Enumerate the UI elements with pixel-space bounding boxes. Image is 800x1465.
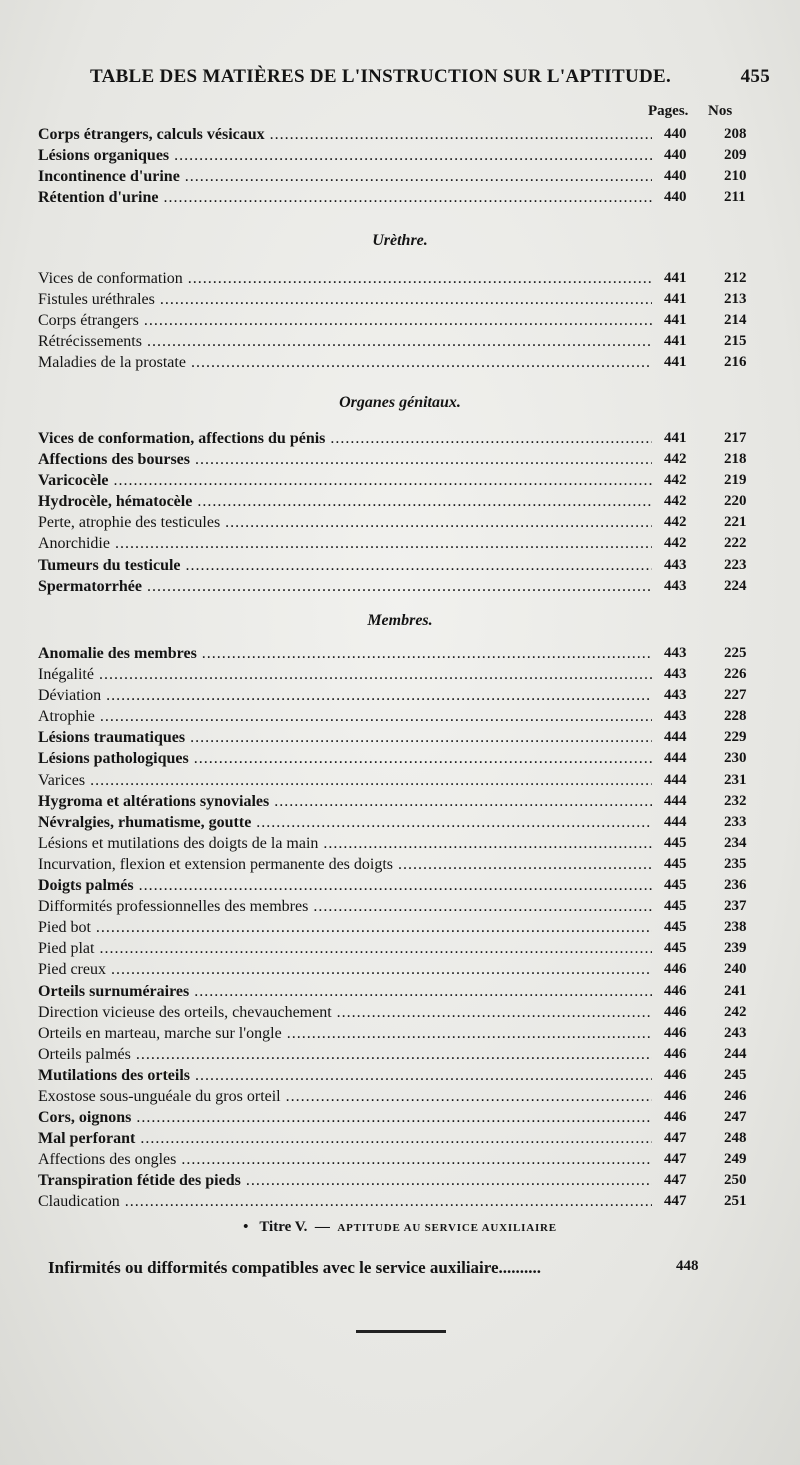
toc-entry-number: 251 — [724, 1193, 747, 1210]
toc-entry — [38, 289, 748, 310]
toc-entry-page: 441 — [664, 354, 687, 371]
toc-entry-label: Exostose sous-unguéale du gros orteil ..... — [38, 1086, 652, 1107]
toc-entry-label: Déviation ..... — [38, 685, 652, 706]
toc-entry-page: 445 — [664, 940, 687, 957]
toc-entry — [38, 1149, 748, 1170]
toc-entry-label: Orteils palmés ..... — [38, 1044, 652, 1065]
toc-entry-label: Pied creux ..... — [38, 959, 652, 980]
toc-entry-number: 220 — [724, 493, 747, 510]
toc-entry-number: 214 — [724, 312, 747, 329]
page-number: 455 — [740, 66, 770, 87]
toc-entry-page: 440 — [664, 168, 687, 185]
toc-entry — [38, 917, 748, 938]
toc-entry — [38, 187, 748, 208]
toc-entry-page: 447 — [664, 1193, 687, 1210]
toc-entry — [38, 1170, 748, 1191]
toc-entry — [38, 1065, 748, 1086]
toc-entry — [38, 685, 748, 706]
toc-entry — [38, 1107, 748, 1128]
toc-entry-label: Lésions organiques ..... — [38, 145, 652, 166]
toc-entry — [38, 1002, 748, 1023]
toc-entry-label: Corps étrangers ..... — [38, 310, 652, 331]
toc-entry — [38, 166, 748, 187]
toc-entry-page: 445 — [664, 898, 687, 915]
toc-entry-page: 443 — [664, 687, 687, 704]
toc-entry-label: Atrophie ..... — [38, 706, 652, 727]
toc-entry — [38, 491, 748, 512]
toc-entry-page: 446 — [664, 1109, 687, 1126]
toc-entry-label: Maladies de la prostate ..... — [38, 352, 652, 373]
toc-entry-number: 245 — [724, 1066, 747, 1083]
toc-entry — [38, 727, 748, 748]
toc-entry — [38, 770, 748, 791]
toc-entry — [38, 875, 748, 896]
toc-entry-page: 447 — [664, 1130, 687, 1147]
toc-entry — [38, 449, 748, 470]
toc-entry-page: 442 — [664, 451, 687, 468]
toc-entry-label: Névralgies, rhumatisme, goutte ..... — [38, 812, 652, 833]
toc-entry-page: 445 — [664, 855, 687, 872]
toc-entry-page: 446 — [664, 1003, 687, 1020]
toc-entry-number: 227 — [724, 687, 747, 704]
section-heading-urethre: Urèthre. — [372, 232, 428, 249]
toc-entry-label: Hygroma et altérations synoviales ..... — [38, 791, 652, 812]
titre-bullet: • — [243, 1219, 249, 1235]
toc-entry — [38, 576, 748, 597]
toc-entry-page: 442 — [664, 472, 687, 489]
toc-entry-label: Perte, atrophie des testicules ..... — [38, 512, 652, 533]
toc-entry-number: 237 — [724, 898, 747, 915]
toc-entry — [38, 145, 748, 166]
toc-entry-label: Anomalie des membres ..... — [38, 643, 652, 664]
toc-entry-page: 441 — [664, 270, 687, 286]
toc-entry-number: 233 — [724, 813, 747, 830]
toc-entry — [38, 555, 748, 576]
toc-entry-number: 209 — [724, 147, 747, 164]
toc-entry-label: Orteils en marteau, marche sur l'ongle ..... — [38, 1023, 652, 1044]
toc-entry-page: 443 — [664, 577, 687, 594]
toc-entry — [38, 533, 748, 554]
toc-entry-page: 445 — [664, 877, 687, 894]
toc-entry-number: 225 — [724, 645, 747, 661]
toc-entry-label: Pied plat ..... — [38, 938, 652, 959]
toc-entry — [38, 896, 748, 917]
toc-entry-label: Cors, oignons ..... — [38, 1107, 652, 1128]
toc-entry-number: 210 — [724, 168, 747, 185]
toc-entry-number: 246 — [724, 1087, 747, 1104]
toc-entry-number: 230 — [724, 750, 747, 767]
toc-entry-label: Rétention d'urine ..... — [38, 187, 652, 208]
toc-entry-label: Lésions et mutilations des doigts de la main ..... — [38, 833, 652, 854]
toc-entry — [38, 854, 748, 875]
numbers-column-heading: Nos — [708, 103, 733, 119]
toc-entry-page: 443 — [664, 708, 687, 725]
toc-entry-label: Claudication ..... — [38, 1191, 652, 1212]
toc-entry-label: Transpiration fétide des pieds ..... — [38, 1170, 652, 1191]
toc-entry-page: 443 — [664, 556, 687, 573]
toc-entry-label: Hydrocèle, hématocèle ..... — [38, 491, 652, 512]
toc-entry — [38, 352, 748, 373]
toc-entry-number: 247 — [724, 1109, 747, 1126]
toc-entry-page: 446 — [664, 1066, 687, 1083]
toc-entry-page: 443 — [664, 645, 687, 661]
toc-entry-label: Incurvation, flexion et extension permanente des doigts ..... — [38, 854, 652, 875]
toc-entry — [38, 268, 748, 289]
toc-entry-page: 442 — [664, 535, 687, 552]
titre-dash: — — [314, 1219, 330, 1235]
toc-entry — [38, 664, 748, 685]
toc-entry-page: 440 — [664, 126, 687, 142]
toc-entry-label: Anorchidie ..... — [38, 533, 652, 554]
running-header — [90, 66, 770, 94]
toc-entry-label: Affections des ongles ..... — [38, 1149, 652, 1170]
titre-label: Titre V. — [259, 1219, 308, 1235]
toc-entry-number: 212 — [724, 270, 747, 286]
toc-entry-number: 215 — [724, 333, 747, 350]
final-entry-page: 448 — [676, 1258, 699, 1274]
toc-entry-page: 441 — [664, 291, 687, 308]
toc-entry-page: 447 — [664, 1151, 687, 1168]
toc-entry — [38, 331, 748, 352]
toc-entry-page: 445 — [664, 919, 687, 936]
toc-entry-label: Lésions traumatiques ..... — [38, 727, 652, 748]
final-entry-label: Infirmités ou difformités compatibles avec le service auxiliaire.......... — [48, 1258, 542, 1277]
toc-entry-page: 443 — [664, 666, 687, 683]
toc-entry-label: Fistules uréthrales ..... — [38, 289, 652, 310]
toc-entry-label: Vices de conformation, affections du pénis ..... — [38, 428, 652, 449]
toc-entry — [38, 833, 748, 854]
toc-entry-number: 242 — [724, 1003, 747, 1020]
toc-entry-label: Tumeurs du testicule ..... — [38, 555, 652, 576]
toc-entry-number: 235 — [724, 855, 747, 872]
toc-entry — [38, 1191, 748, 1212]
toc-entry-page: 444 — [664, 750, 687, 767]
toc-entry-page: 444 — [664, 813, 687, 830]
toc-entry — [38, 748, 748, 769]
toc-entry-label: Mutilations des orteils ..... — [38, 1065, 652, 1086]
toc-entry-page: 446 — [664, 961, 687, 978]
toc-entry-number: 219 — [724, 472, 747, 489]
toc-entry-page: 444 — [664, 771, 687, 788]
toc-entry — [38, 1023, 748, 1044]
toc-entry-label: Inégalité ..... — [38, 664, 652, 685]
toc-entry-number: 228 — [724, 708, 747, 725]
toc-entry-page: 446 — [664, 1024, 687, 1041]
toc-entry-label: Vices de conformation ..... — [38, 268, 652, 289]
section-urethre — [0, 268, 800, 373]
section-membres — [0, 643, 800, 1213]
toc-entry-label: Varicocèle ..... — [38, 470, 652, 491]
toc-entry-number: 226 — [724, 666, 747, 683]
toc-entry-number: 208 — [724, 126, 747, 142]
toc-entry-label: Pied bot ..... — [38, 917, 652, 938]
toc-entry-label: Incontinence d'urine ..... — [38, 166, 652, 187]
toc-entry — [38, 1044, 748, 1065]
toc-entry — [38, 981, 748, 1002]
toc-entry-number: 241 — [724, 982, 747, 999]
toc-entry-number: 248 — [724, 1130, 747, 1147]
final-entry — [48, 1258, 748, 1282]
toc-entry-page: 444 — [664, 792, 687, 809]
toc-entry — [38, 428, 748, 449]
toc-entry — [38, 470, 748, 491]
toc-entry-page: 447 — [664, 1172, 687, 1189]
toc-entry — [38, 310, 748, 331]
toc-entry-number: 216 — [724, 354, 747, 371]
toc-entry-number: 238 — [724, 919, 747, 936]
titre-subtitle: APTITUDE AU SERVICE AUXILIAIRE — [337, 1222, 557, 1234]
toc-entry-page: 445 — [664, 834, 687, 851]
toc-entry-page: 442 — [664, 514, 687, 531]
toc-entry-number: 250 — [724, 1172, 747, 1189]
toc-entry-number: 240 — [724, 961, 747, 978]
toc-entry-page: 441 — [664, 312, 687, 329]
titre-v-heading — [0, 1219, 800, 1236]
toc-entry-label: Affections des bourses ..... — [38, 449, 652, 470]
toc-entry-label: Orteils surnuméraires ..... — [38, 981, 652, 1002]
toc-entry — [38, 124, 748, 145]
toc-entry-number: 211 — [724, 189, 746, 206]
toc-entry-label: Spermatorrhée ..... — [38, 576, 652, 597]
toc-entry-number: 234 — [724, 834, 747, 851]
section-heading-organes: Organes génitaux. — [339, 394, 461, 411]
section-vessie — [0, 124, 800, 208]
toc-entry-label: Doigts palmés ..... — [38, 875, 652, 896]
end-rule — [356, 1330, 446, 1333]
toc-entry-label: Rétrécissements ..... — [38, 331, 652, 352]
section-heading-membres: Membres. — [367, 612, 433, 629]
toc-entry-page: 441 — [664, 333, 687, 350]
toc-entry-number: 229 — [724, 729, 747, 746]
toc-entry-number: 222 — [724, 535, 747, 552]
toc-entry-number: 213 — [724, 291, 747, 308]
toc-entry — [38, 1128, 748, 1149]
toc-entry-page: 442 — [664, 493, 687, 510]
toc-entry-number: 218 — [724, 451, 747, 468]
toc-entry-number: 243 — [724, 1024, 747, 1041]
toc-entry-label: Direction vicieuse des orteils, chevauchement ..... — [38, 1002, 652, 1023]
toc-entry-label: Lésions pathologiques ..... — [38, 748, 652, 769]
toc-entry-number: 232 — [724, 792, 747, 809]
toc-entry — [38, 959, 748, 980]
toc-entry-label: Difformités professionnelles des membres ..... — [38, 896, 652, 917]
toc-entry-number: 224 — [724, 577, 747, 594]
toc-entry-number: 221 — [724, 514, 747, 531]
toc-entry-number: 231 — [724, 771, 747, 788]
toc-entry-number: 244 — [724, 1045, 747, 1062]
toc-entry-number: 236 — [724, 877, 747, 894]
toc-entry-page: 446 — [664, 1045, 687, 1062]
toc-entry — [38, 791, 748, 812]
toc-entry — [38, 812, 748, 833]
pages-column-heading: Pages. — [648, 103, 689, 119]
toc-entry-number: 249 — [724, 1151, 747, 1168]
toc-entry-number: 223 — [724, 556, 747, 573]
toc-entry-page: 444 — [664, 729, 687, 746]
toc-entry-label: Varices ..... — [38, 770, 652, 791]
toc-entry — [38, 643, 748, 664]
toc-entry — [38, 512, 748, 533]
toc-entry — [38, 706, 748, 727]
toc-entry — [38, 938, 748, 959]
toc-entry-page: 440 — [664, 147, 687, 164]
toc-entry-page: 446 — [664, 982, 687, 999]
section-organes — [0, 428, 800, 597]
toc-entry-page: 441 — [664, 430, 687, 446]
toc-entry-number: 239 — [724, 940, 747, 957]
toc-entry — [38, 1086, 748, 1107]
toc-entry-page: 446 — [664, 1087, 687, 1104]
toc-entry-label: Corps étrangers, calculs vésicaux ..... — [38, 124, 652, 145]
header-title: TABLE DES MATIÈRES DE L'INSTRUCTION SUR L'APTITUDE. — [90, 66, 672, 87]
toc-entry-number: 217 — [724, 430, 747, 446]
toc-entry-label: Mal perforant ..... — [38, 1128, 652, 1149]
column-headings — [640, 103, 750, 123]
toc-entry-page: 440 — [664, 189, 687, 206]
